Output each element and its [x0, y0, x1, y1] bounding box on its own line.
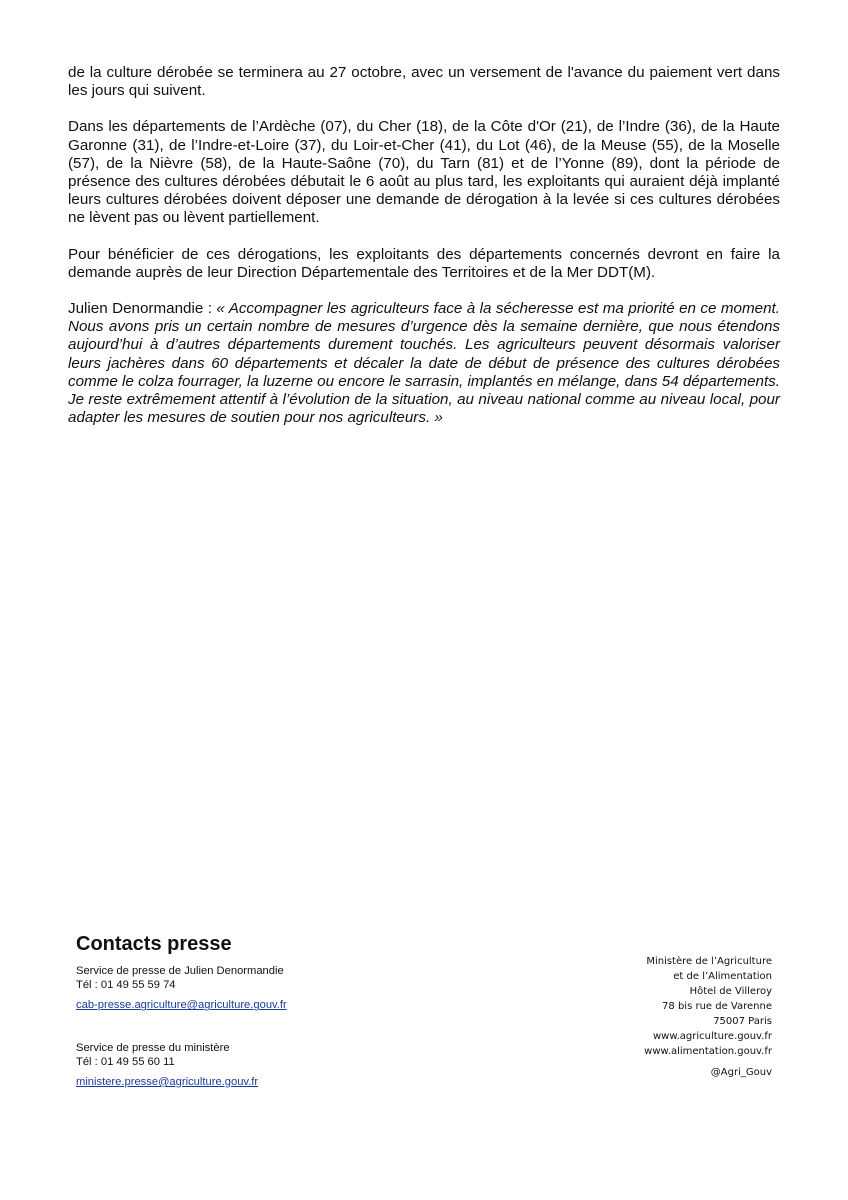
contact-cabinet — [76, 964, 436, 1013]
paragraph-derogation-request: Pour bénéficier de ces dérogations, les exploitants des départements concernés devront en faire la demande auprès de leur Direction Départementale des Territoires et de la Mer DDT(M). — [68, 245, 780, 281]
ministry-twitter-handle[interactable]: @Agri_Gouv — [710, 1067, 772, 1078]
ministry-city: 75007 Paris — [713, 1016, 772, 1027]
contact-cabinet-email-link[interactable]: cab-presse.agriculture@agriculture.gouv.fr — [76, 999, 287, 1012]
ministry-name-line1: Ministère de l’Agriculture — [646, 956, 772, 967]
contact-cabinet-name: Service de presse de Julien Denormandie — [76, 965, 284, 977]
ministry-name-line2: et de l’Alimentation — [673, 971, 772, 982]
contacts-title: Contacts presse — [76, 933, 232, 955]
contact-ministry-name: Service de presse du ministère — [76, 1041, 230, 1054]
ministry-website-agriculture[interactable]: www.agriculture.gouv.fr — [652, 1031, 772, 1042]
ministry-address — [560, 954, 772, 1080]
ministry-street: 78 bis rue de Varenne — [662, 1001, 772, 1012]
minister-quote — [68, 300, 780, 427]
contact-ministry — [76, 1041, 436, 1090]
contact-ministry-email-link[interactable]: ministere.presse@agriculture.gouv.fr — [76, 1076, 259, 1089]
press-release-body — [68, 64, 780, 445]
press-contacts — [76, 932, 436, 1089]
paragraph-payment-date: de la culture dérobée se terminera au 27 octobre, avec un versement de l'avance du paiement vert dans les jours qui suivent. — [68, 64, 780, 100]
quote-text: « Accompagner les agriculteurs face à la sécheresse est ma priorité en ce moment. Nous avons pris un certain nombre de mesures d’urgence dès la semaine dernière, que nous étendons aujourd’hui à d’autres départements durement touchés. Les agriculteurs peuvent désormais valoriser leurs jachères dans 60 départements et décaler la date de début de présence des cultures dérobées comme le colza fourrager, la luzerne ou encore le sarrasin, implantés en mélange, dans 54 départements. Je reste extrêmement attentif à l’évolution de la situation, au niveau national comme au niveau local, pour adapter les mesures de soutien pour nos agriculteurs. » — [68, 300, 780, 427]
paragraph-departments: Dans les départements de l’Ardèche (07), du Cher (18), de la Côte d'Or (21), de l’Indre (36), de la Haute Garonne (31), de l’Indre-et-Loire (37), du Loir-et-Cher (41), du Lot (46), de la Meuse (55), de la Moselle (57), de la Nièvre (58), de la Haute-Saône (70), du Tarn (81) et de l’Yonne (89), dont la période de présence des cultures dérobées débutait le 6 août au plus tard, les exploitants qui auraient déjà implanté leurs cultures dérobées doivent déposer une demande de dérogation à la levée si ces cultures dérobées ne lèvent pas ou lèvent partiellement. — [68, 118, 780, 227]
contact-cabinet-phone: Tél : 01 49 55 59 74 — [76, 979, 176, 992]
ministry-website-alimentation[interactable]: www.alimentation.gouv.fr — [644, 1046, 772, 1057]
ministry-building: Hôtel de Villeroy — [689, 986, 772, 997]
contact-ministry-phone: Tél : 01 49 55 60 11 — [76, 1055, 175, 1068]
quote-speaker: Julien Denormandie : — [68, 300, 217, 318]
